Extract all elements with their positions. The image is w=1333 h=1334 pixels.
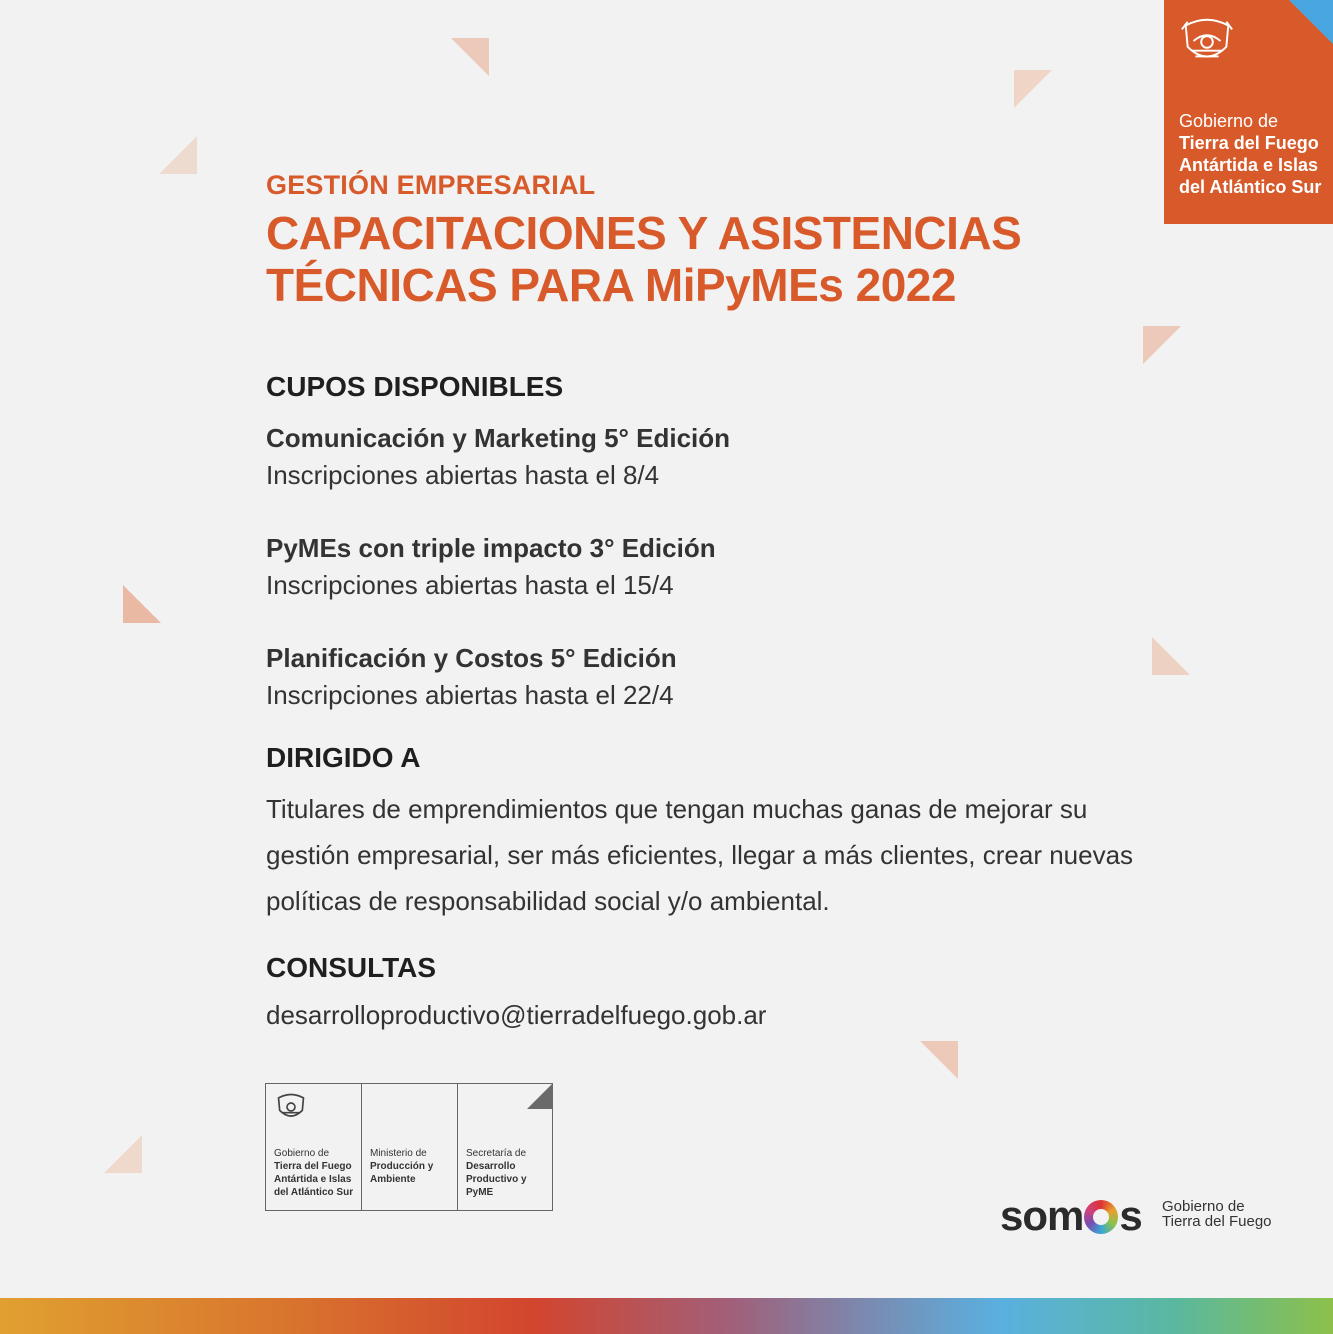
somos-word-b: s (1119, 1192, 1142, 1239)
badge-line-3: Antártida e Islas (1179, 155, 1319, 175)
gradient-footer-bar (0, 1298, 1333, 1334)
provincial-emblem-icon (273, 1090, 309, 1124)
decor-triangle (1014, 70, 1052, 108)
institutional-logo-block (265, 1083, 553, 1211)
course-date: Inscripciones abiertas hasta el 22/4 (266, 680, 674, 710)
cupos-heading: CUPOS DISPONIBLES (266, 371, 564, 402)
dirigido-line-3: políticas de responsabilidad social y/o ambiental. (266, 886, 830, 916)
logo-secretaria-text (466, 1147, 527, 1199)
badge-line-1: Gobierno de (1179, 111, 1279, 131)
decor-triangle (451, 38, 489, 76)
logo-sec-l4: PyME (466, 1187, 494, 1198)
course-date: Inscripciones abiertas hasta el 15/4 (266, 570, 674, 600)
folded-corner-icon (527, 1083, 553, 1109)
course-item (266, 640, 677, 714)
decor-triangle (123, 585, 161, 623)
logo-gov-text (274, 1147, 353, 1199)
logo-min-l2: Producción y (370, 1161, 434, 1172)
page-title (266, 207, 1216, 311)
course-item (266, 420, 730, 494)
course-date: Inscripciones abiertas hasta el 8/4 (266, 460, 660, 490)
decor-triangle (1152, 637, 1190, 675)
badge-line-2: Tierra del Fuego (1179, 133, 1319, 153)
provincial-emblem-icon (1178, 12, 1236, 70)
header (266, 170, 1216, 311)
decor-triangle (1143, 326, 1181, 364)
badge-line-4: del Atlántico Sur (1179, 177, 1322, 197)
logo-sec-l1: Secretaría de (466, 1148, 527, 1159)
badge-corner-fold (1289, 0, 1333, 44)
course-name: Comunicación y Marketing 5° Edición (266, 423, 731, 453)
somos-logo (1000, 1192, 1142, 1240)
logo-min-l1: Ministerio de (370, 1148, 427, 1159)
logo-gov-l4: del Atlántico Sur (274, 1187, 354, 1198)
somos-ring-icon (1084, 1200, 1118, 1234)
course-name: Planificación y Costos 5° Edición (266, 643, 677, 673)
logo-ministerio-text (370, 1147, 433, 1186)
consultas-heading: CONSULTAS (266, 952, 437, 983)
logo-gov-l1: Gobierno de (274, 1148, 330, 1159)
dirigido-text (266, 786, 1226, 924)
course-item (266, 530, 716, 604)
logo-gov-l3: Antártida e Islas (274, 1174, 352, 1185)
logo-sec-l3: Productivo y (466, 1174, 527, 1185)
course-name: PyMEs con triple impacto 3° Edición (266, 533, 716, 563)
dirigido-heading: DIRIGIDO A (266, 742, 421, 773)
contact-email-link[interactable]: desarrolloproductivo@tierradelfuego.gob.ar (266, 1000, 767, 1030)
logo-min-l3: Ambiente (370, 1174, 416, 1185)
decor-triangle (159, 136, 197, 174)
decor-triangle (104, 1135, 142, 1173)
kicker: GESTIÓN EMPRESARIAL (266, 170, 596, 200)
title-line-1: CAPACITACIONES Y ASISTENCIAS (266, 207, 1022, 259)
dirigido-line-1: Titulares de emprendimientos que tengan muchas ganas de mejorar su (266, 794, 1088, 824)
somos-sub-2: Tierra del Fuego (1162, 1213, 1272, 1230)
somos-word-a: som (1000, 1192, 1084, 1239)
decor-triangle (920, 1041, 958, 1079)
somos-subtitle (1162, 1199, 1272, 1229)
title-line-2: TÉCNICAS PARA MiPyMEs 2022 (266, 259, 956, 311)
logo-gov-l2: Tierra del Fuego (274, 1161, 352, 1172)
somos-sub-1: Gobierno de (1162, 1198, 1245, 1215)
logo-sec-l2: Desarrollo (466, 1161, 516, 1172)
dirigido-line-2: gestión empresarial, ser más eficientes, llegar a más clientes, crear nuevas (266, 840, 1134, 870)
